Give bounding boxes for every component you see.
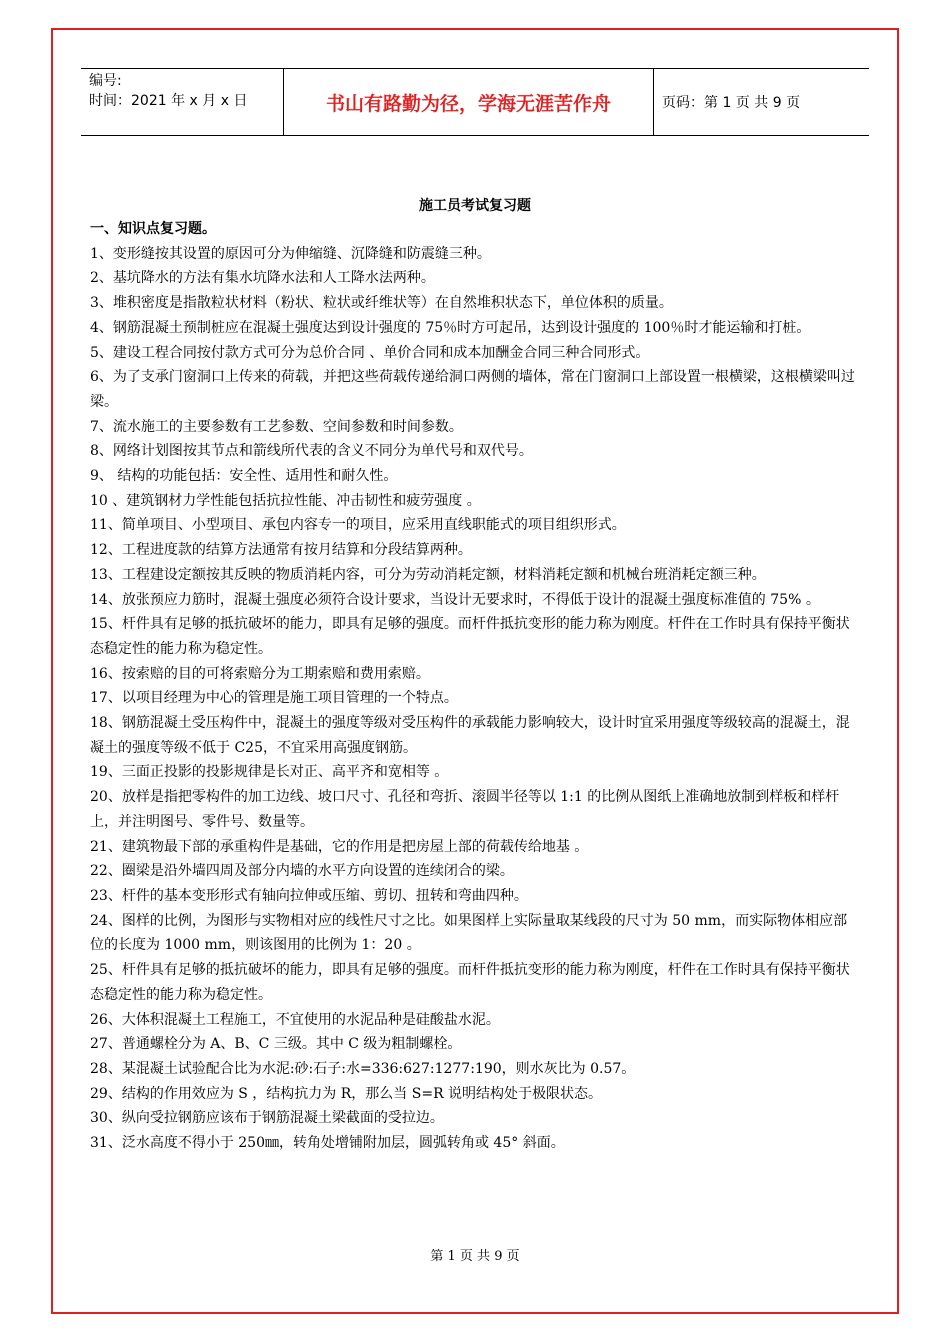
list-item: 30、纵向受拉钢筋应该布于钢筋混凝土梁截面的受拉边。	[90, 1110, 444, 1127]
document-body	[90, 217, 860, 1156]
list-item: 9、 结构的功能包括：安全性、适用性和耐久性。	[90, 468, 398, 485]
list-item: 5、建设工程合同按付款方式可分为总价合同 、单价合同和成本加酬金合同三种合同形式。	[90, 344, 650, 361]
list-item: 31、泛水高度不得小于 250㎜，转角处增铺附加层，圆弧转角或 45° 斜面。	[90, 1135, 565, 1152]
header-table	[81, 68, 869, 136]
list-item: 13、工程建设定额按其反映的物质消耗内容，可分为劳动消耗定额，材料消耗定额和机械台班消耗定额三种。	[90, 566, 766, 583]
document-title: 施工员考试复习题	[419, 198, 531, 214]
list-item: 18、钢筋混凝土受压构件中，混凝土的强度等级对受压构件的承载能力影响较大，设计时宜采用强度等级较高的混凝土，混凝土的强度等级不低于 C25，不宜采用高强度钢筋。	[90, 715, 850, 756]
list-item: 29、结构的作用效应为 S ，结构抗力为 R，那么当 S=R 说明结构处于极限状态。	[90, 1085, 603, 1102]
list-item: 3、堆积密度是指散粒状材料（粉状、粒状或纤维状等）在自然堆积状态下，单位体积的质量。	[90, 295, 673, 312]
list-item: 8、网络计划图按其节点和箭线所代表的含义不同分为单代号和双代号。	[90, 443, 533, 460]
section-heading: 一、知识点复习题。	[90, 221, 216, 237]
header-page-info: 页码：第 1 页 共 9 页	[662, 95, 801, 111]
list-item: 16、按索赔的目的可将索赔分为工期索赔和费用索赔。	[90, 665, 430, 682]
list-item: 17、以项目经理为中心的管理是施工项目管理的一个特点。	[90, 690, 458, 707]
header-motto-cell	[284, 69, 654, 135]
list-item: 28、某混凝土试验配合比为水泥:砂:石子:水=336:627:1277:190，则水灰比为 0.57。	[90, 1060, 636, 1077]
list-item: 24、图样的比例，为图形与实物相对应的线性尺寸之比。如果图样上实际量取某线段的尺寸为 50 mm，而实际物体相应部位的长度为 1000 mm，则该图用的比例为 1：20 。	[90, 912, 848, 954]
header-page-cell	[654, 69, 869, 135]
list-item: 10 、建筑钢材力学性能包括抗拉性能、冲击韧性和疲劳强度 。	[90, 492, 481, 509]
list-item: 19、三面正投影的投影规律是长对正、高平齐和宽相等 。	[90, 764, 449, 781]
list-item: 20、放样是指把零构件的加工边线、坡口尺寸、孔径和弯折、滚圆半径等以 1:1 的比例从图纸上准确地放制到样板和样杆上，并注明图号、零件号、数量等。	[90, 789, 840, 830]
question-list	[90, 242, 860, 1156]
list-item: 1、变形缝按其设置的原因可分为伸缩缝、沉降缝和防震缝三种。	[90, 245, 491, 262]
list-item: 21、建筑物最下部的承重构件是基础，它的作用是把房屋上部的荷载传给地基 。	[90, 838, 589, 855]
list-item: 15、杆件具有足够的抵抗破坏的能力，即具有足够的强度。而杆件抵抗变形的能力称为刚度。杆件在工作时具有保持平衡状态稳定性的能力称为稳定性。	[90, 616, 850, 657]
list-item: 22、圈梁是沿外墙四周及部分内墙的水平方向设置的连续闭合的梁。	[90, 863, 514, 880]
list-item: 26、大体积混凝土工程施工，不宜使用的水泥品种是硅酸盐水泥。	[90, 1011, 500, 1028]
list-item: 2、基坑降水的方法有集水坑降水法和人工降水法两种。	[90, 270, 435, 287]
document-number-label: 编号:	[89, 73, 122, 89]
list-item: 27、普通螺栓分为 A、B、C 三级。其中 C 级为粗制螺栓。	[90, 1036, 462, 1053]
list-item: 4、钢筋混凝土预制桩应在混凝土强度达到设计强度的 75％时方可起吊，达到设计强度的 100％时才能运输和打桩。	[90, 319, 811, 336]
list-item: 14、放张预应力筋时，混凝土强度必须符合设计要求，当设计无要求时，不得低于设计的混凝土强度标准值的 75% 。	[90, 591, 820, 608]
list-item: 7、流水施工的主要参数有工艺参数、空间参数和时间参数。	[90, 418, 463, 435]
list-item: 12、工程进度款的结算方法通常有按月结算和分段结算两种。	[90, 542, 472, 559]
list-item: 23、杆件的基本变形形式有轴向拉伸或压缩、剪切、扭转和弯曲四种。	[90, 887, 528, 904]
list-item: 11、简单项目、小型项目、承包内容专一的项目，应采用直线职能式的项目组织形式。	[90, 517, 626, 534]
list-item: 25、杆件具有足够的抵抗破坏的能力，即具有足够的强度。而杆件抵抗变形的能力称为刚度，杆件在工作时具有保持平衡状态稳定性的能力称为稳定性。	[90, 962, 850, 1003]
list-item: 6、为了支承门窗洞口上传来的荷载，并把这些荷载传递给洞口两侧的墙体，常在门窗洞口上部设置一根横梁，这根横梁叫过梁。	[90, 369, 855, 410]
header-meta-cell	[81, 69, 284, 135]
header-motto: 书山有路勤为径，学海无涯苦作舟	[325, 92, 611, 115]
page-footer: 第 1 页 共 9 页	[430, 1249, 520, 1264]
document-date-label: 时间：2021 年 x 月 x 日	[89, 93, 248, 109]
